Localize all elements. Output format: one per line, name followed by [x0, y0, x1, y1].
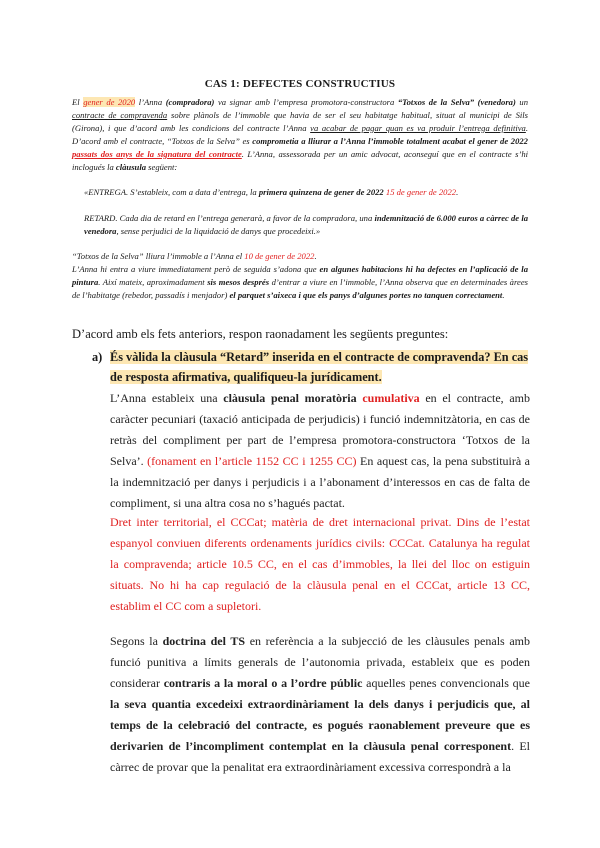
answer-paragraph-3: Segons la doctrina del TS en referència a la subjecció de les clàusules penals amb funció punitiva a límits generals de l’autonomia privada, estableix que es poden considerar contraris a la moral o a l’ordre públic aquelles penes convencionals que la seva quantia excedeixi extraordinàriament la dels danys i perjudicis que, al temps de la celebració del contracte, es pogués raonablement preveure que es derivarien de l’incompliment contemplat en la clàusula penal corresponent. El càrrec de provar que la penalitat era extraordinàriament excessiva correspondrà a la: [110, 634, 531, 774]
clause-entrega: «ENTREGA. S’estableix, com a data d’entrega, la primera quinzena de gener de 2022 15 de gener de 2022.: [84, 187, 459, 197]
case-paragraph-delivery: “Totxos de la Selva” lliura l’immoble a l’Anna el 10 de gener de 2022.: [72, 251, 317, 261]
question-text: És vàlida la clàusula “Retard” inserida en el contracte de compravenda? En cas de resposta afirmativa, qualifiqueu-la jurídicament.: [110, 350, 529, 384]
question-marker: a): [92, 350, 103, 364]
page-title: CAS 1: DEFECTES CONSTRUCTIUS: [204, 78, 396, 90]
case-paragraph-defects: L’Anna hi entra a viure immediatament però de seguida s’adona que en algunes habitacions hi ha defectes en l’aplicació de la pintura. Així mateix, aproximadament sis mesos després d’entrar a viure en l’immoble, l’Anna observa que en determinades àrees de l’habitatge (rebedor, passadís i menjador) el parquet s’aixeca i que els panys d’algunes portes no tanquen correctament.: [72, 264, 528, 300]
answer-paragraph-1: L’Anna estableix una clàusula penal moratòria cumulativa en el contracte, amb caràcter pecuniari (taxació anticipada de perjudicis) i funció indemnitzàtoria, en cas de retràs del compliment per part de l’empresa promotora-constructora ‘Totxos de la Selva’. (fonament en l’article 1152 CC i 1255 CC) En aquest cas, la pena substituirà a la indemnització per danys i perjudicis i a l’abonament d’interessos en cas de falta de compliment, si una altra cosa no s’hagués pactat.: [110, 391, 531, 510]
case-paragraph-1: El gener de 2020 l’Anna (compradora) va signar amb l’empresa promotora-constructora “Totxos de la Selva” (venedora) un contracte de compravenda sobre plànols de l’immoble que havia de ser el seu habitatge habitual, situat al municipi de Sils (Girona), i que d’acord amb les condicions del contracte l’Anna va acabar de pagar quan es va produir l’entrega definitiva. D’acord amb el contracte, “Totxos de la Selva” es comprometia a lliurar a l’Anna l’immoble totalment acabat el gener de 2022 passats dos anys de la signatura del contracte. L’Anna, assessorada per un amic advocat, aconseguí que en el contracte s’hi inclogués la clàusula següent:: [72, 97, 529, 172]
question-a: [92, 347, 536, 387]
clause-retard: RETARD. Cada dia de retard en l’entrega generarà, a favor de la compradora, una indemnització de 6.000 euros a càrrec de la venedora, sense perjudici de la liquidació de danys que procedeixi.»: [84, 213, 528, 236]
answer-paragraph-2: Dret inter territorial, el CCCat; matèria de dret internacional privat. Dins de l’estat espanyol conviuen diferents ordenaments jurídics civils: CCCat. Catalunya ha regulat la compravenda; article 10.5 CC, en el cas d’immobles, la llei del lloc on estiguin situats. No hi ha cap regulació de la clàusula penal en el CCCat, article 13 CC, establim el CC com a supletori.: [110, 515, 530, 613]
questions-intro: D’acord amb els fets anteriors, respon raonadament les següents preguntes:: [72, 327, 449, 341]
